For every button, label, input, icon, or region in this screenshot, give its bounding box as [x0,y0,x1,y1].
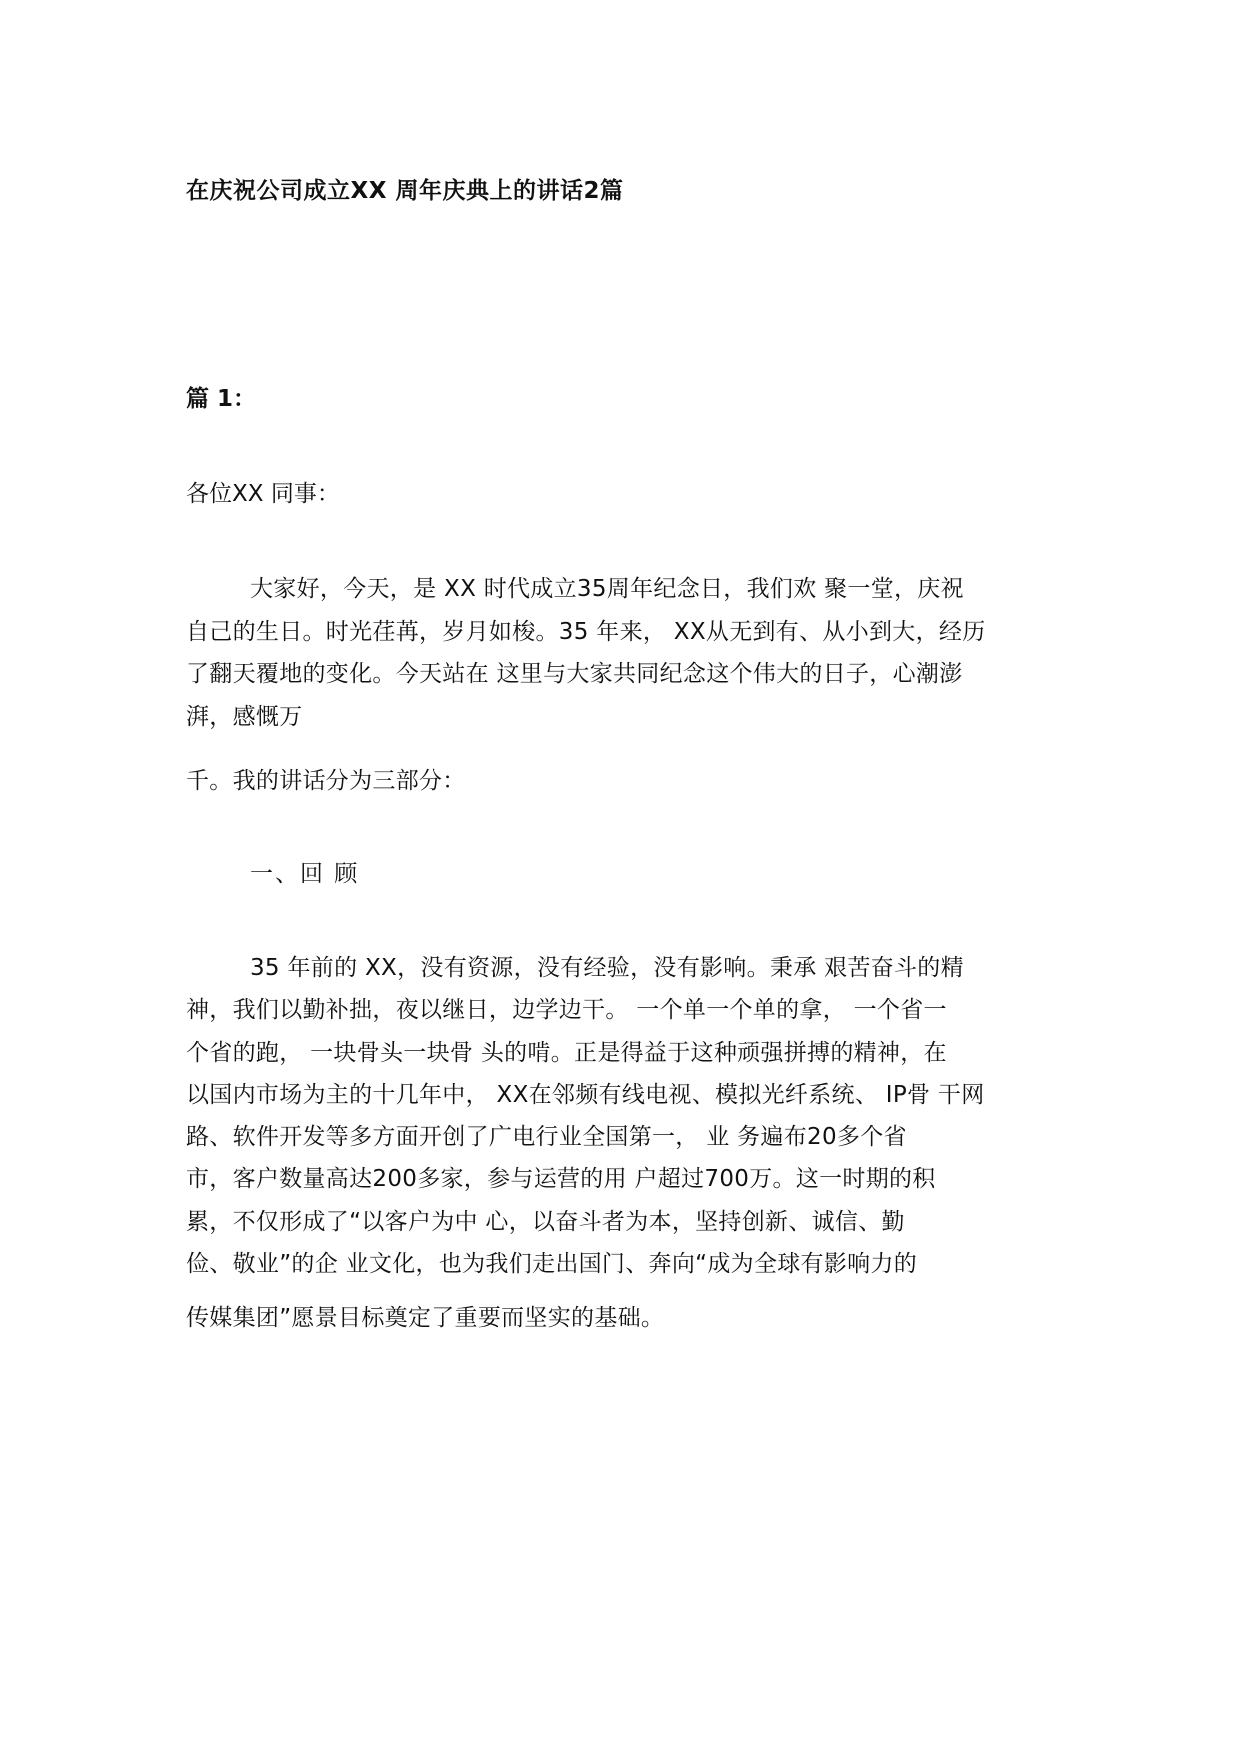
paragraph-line: 传媒集团”愿景目标奠定了重要而坚实的基础。 [186,1305,665,1332]
paragraph-line: 千。我的讲话分为三部分： [186,768,466,794]
paragraph-line: 个省的跑， 一块骨头一块骨 头的啃。正是得益于这种顽强拼搏的精神，在 [186,1039,947,1066]
paragraph-line: 神，我们以勤补拙，夜以继日，边学边干。 一个单一个单的拿， 一个省一 [186,997,947,1024]
section-title-review: 一、回 顾 [250,861,360,887]
paragraph-opening [186,568,1086,738]
paragraph-line: 市，客户数量高达200多家，参与运营的用 户超过700万。这一时期的积 [186,1166,936,1193]
paragraph-line: 俭、敬业”的企 业文化，也为我们走出国门、奔向“成为全球有影响力的 [186,1251,918,1278]
part-heading: 篇 1： [186,386,257,412]
paragraph-line: 湃，感慨万 [186,703,303,730]
paragraph-line: 路、软件开发等多方面开创了广电行业全国第一， 业 务遍布20多个省 [186,1124,907,1151]
paragraph-line: 大家好，今天，是 XX 时代成立35周年纪念日，我们欢 聚一堂，庆祝 [250,576,964,602]
paragraph-outline [186,760,1086,803]
paragraph-line: 累，不仅形成了“以客户为中 心，以奋斗者为本，坚持创新、诚信、勤 [186,1208,905,1235]
paragraph-line: 35 年前的 XX，没有资源，没有经验，没有影响。秉承 艰苦奋斗的精 [250,955,964,981]
salutation: 各位XX 同事： [186,481,340,507]
paragraph-line: 以国内市场为主的十几年中， XX在邻频有线电视、模拟光纤系统、 IP骨 干网 [186,1081,985,1108]
paragraph-review [186,947,1086,1340]
paragraph-line: 了翻天覆地的变化。今天站在 这里与大家共同纪念这个伟大的日子，心潮澎 [186,661,963,687]
paragraph-line: 自己的生日。时光荏苒，岁月如梭。35 年来， XX从无到有、从小到大，经历 [186,618,986,645]
document-title: 在庆祝公司成立XX 周年庆典上的讲话2篇 [186,178,624,204]
